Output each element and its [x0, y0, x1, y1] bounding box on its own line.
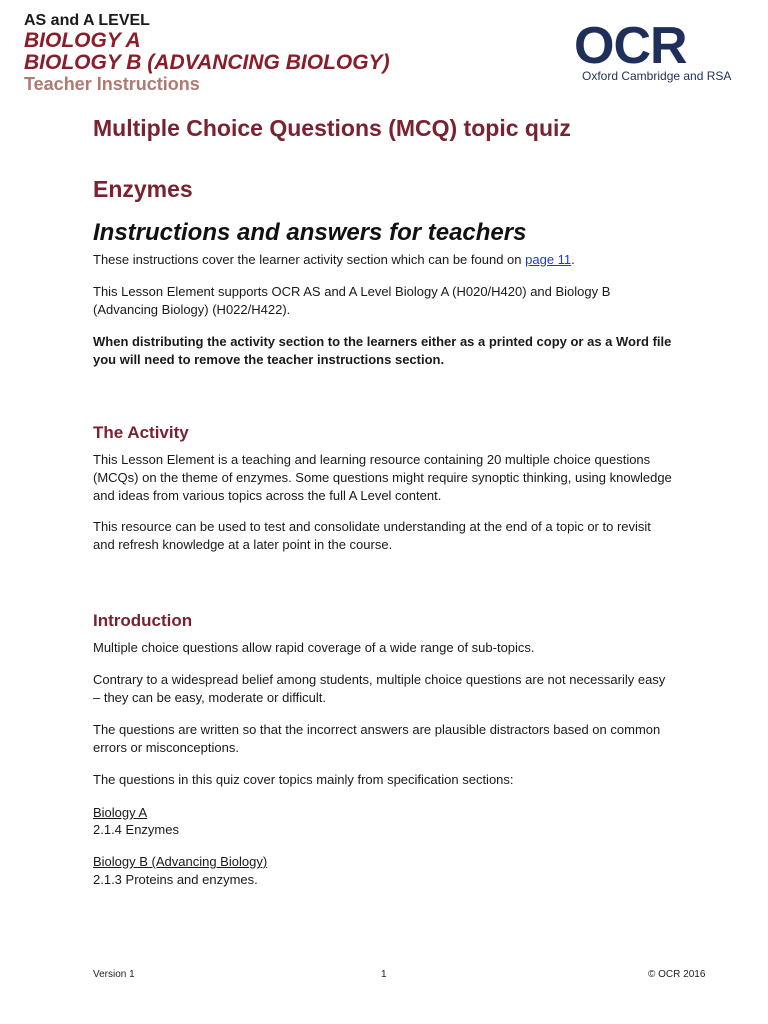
activity-heading: The Activity: [93, 423, 189, 442]
introduction-paragraph-4: The questions in this quiz cover topics mainly from specification sections:: [93, 772, 514, 787]
introduction-paragraph-3: The questions are written so that the incorrect answers are plausible distractors based on common errors or misconceptions.: [93, 722, 661, 755]
svg-text:OCR: OCR: [574, 20, 687, 68]
document-header: [0, 0, 768, 104]
activity-paragraph-2: This resource can be used to test and consolidate understanding at the end of a topic or to revisit and refresh knowledge at a later point in the course.: [93, 519, 651, 552]
instructions-title: Instructions and answers for teachers: [93, 219, 527, 246]
biology-a-topic: 2.1.4 Enzymes: [93, 822, 179, 837]
teacher-instructions-label: Teacher Instructions: [24, 74, 200, 94]
introduction-heading: Introduction: [93, 611, 193, 630]
ocr-logo-subtitle: Oxford Cambridge and RSA: [582, 69, 732, 83]
ocr-logo-mark: [574, 20, 738, 68]
page-title: Multiple Choice Questions (MCQ) topic quiz: [93, 115, 571, 141]
ocr-logo: [574, 20, 738, 90]
topic-title: Enzymes: [93, 176, 193, 202]
footer-version: Version 1: [93, 969, 135, 980]
footer-page-number: 1: [381, 969, 387, 980]
intro-paragraph-2: This Lesson Element supports OCR AS and A Level Biology A (H020/H420) and Biology B (Advancing Biology) (H022/H422).: [93, 284, 611, 317]
activity-paragraph-1: This Lesson Element is a teaching and learning resource containing 20 multiple choice questions (MCQs) on the theme of enzymes. Some questions might require synoptic thinking, using knowledge and ideas from various topics across the full A Level content.: [93, 452, 672, 503]
introduction-paragraph-1: Multiple choice questions allow rapid coverage of a wide range of sub-topics.: [93, 640, 535, 655]
page-11-link[interactable]: page 11: [525, 252, 572, 267]
intro-paragraph-1: [93, 251, 673, 269]
subject-biology-b: BIOLOGY B (ADVANCING BIOLOGY): [24, 51, 390, 74]
distribution-notice: When distributing the activity section to the learners either as a printed copy or as a Word file you will need to remove the teacher instructions section.: [93, 334, 672, 367]
subject-biology-a: BIOLOGY A: [24, 29, 141, 52]
intro-period: .: [571, 252, 575, 267]
intro-text: These instructions cover the learner activity section which can be found on: [93, 252, 526, 267]
biology-b-topic: 2.1.3 Proteins and enzymes.: [93, 872, 258, 887]
footer-copyright: © OCR 2016: [648, 969, 706, 980]
biology-b-label: Biology B (Advancing Biology): [93, 854, 268, 869]
qualification-level: AS and A LEVEL: [24, 12, 150, 29]
biology-a-label: Biology A: [93, 805, 148, 820]
introduction-paragraph-2: Contrary to a widespread belief among students, multiple choice questions are not necessarily easy – they can be easy, moderate or difficult.: [93, 672, 666, 705]
